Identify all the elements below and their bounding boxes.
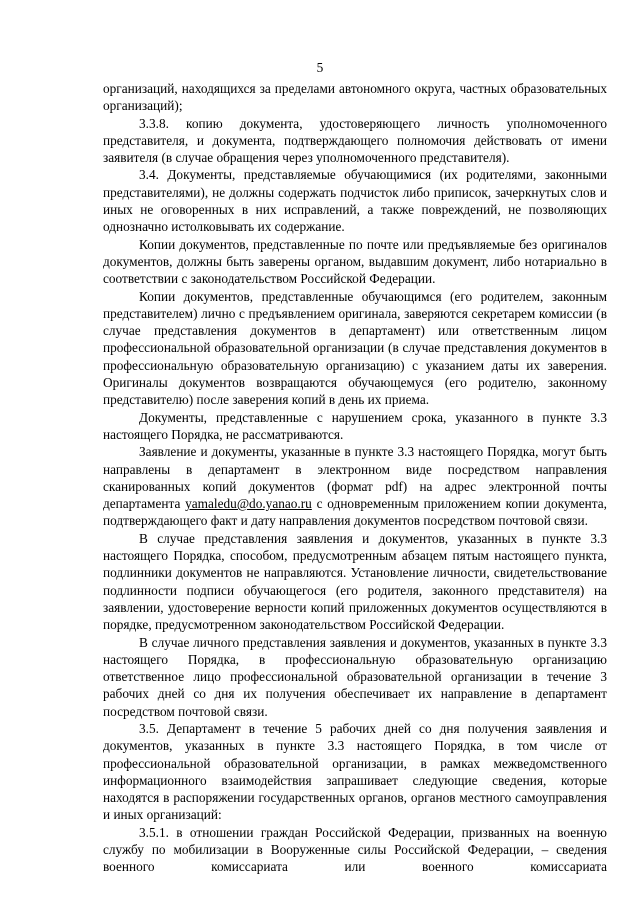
paragraph-copies-in-person: Копии документов, представленные обучающимся (его родителем, законным представителем) лично с предъявлением оригинала, заверяются секретарем комиссии (в случае представления документов в департамент) или ответственным лицом профессиональной образовательной организации (в случае представления документов в профессиональную образовательную организацию) с указанием даты их заверения. Оригиналы документов возвращаются обучающемуся (его родителю, законному представителю) после заверения копий в день их приема.: [103, 288, 607, 408]
document-body: [103, 80, 607, 876]
paragraph-personal-submission: В случае личного представления заявления и документов, указанных в пункте 3.3 настоящего Порядка, в профессиональную образовательную организацию ответственное лицо профессиональной образовательной организации в течение 3 рабочих дней со дня их получения обеспечивает их направление в департамент посредством почтовой связи.: [103, 634, 607, 719]
electronic-submission-text-before: Заявление и документы, указанные в пункте 3.3 настоящего Порядка, могут быть направлены в департамент в электронном виде посредством направления сканированных копий документов (формат pdf) на адрес электронной почты департамента: [103, 444, 607, 512]
paragraph-organizations-continuation: организаций, находящихся за пределами автономного округа, частных образовательных организаций);: [103, 81, 607, 114]
paragraph-originals-not-sent: В случае представления заявления и документов, указанных в пункте 3.3 настоящего Порядка, способом, предусмотренным абзацем пятым настоящего пункта, подлинники документов не направляются. Установление личности, свидетельствование подлинности подписи обучающегося (его родителя, законного представителя) на заявлении, удостоверение верности копий приложенных документов осуществляются в порядке, предусмотренном законодательством Российской Федерации.: [103, 530, 607, 633]
electronic-submission-text-after: с одновременным приложением копии документа, подтверждающего факт и дату направления документов посредством почтовой связи.: [103, 496, 607, 529]
paragraph-copies-by-mail: Копии документов, представленные по почте или предъявляемые без оригиналов документов, должны быть заверены органом, выдавшим документ, либо нотариально в соответствии с законодательством Российской Федерации.: [103, 236, 607, 287]
paragraph-electronic-submission: [103, 443, 607, 529]
page-number: 5: [316, 60, 324, 75]
paragraph-late-documents: Документы, представленные с нарушением срока, указанного в пункте 3.3 настоящего Порядка, не рассматриваются.: [103, 409, 607, 442]
paragraph-3-3-8: 3.3.8. копию документа, удостоверяющего личность уполномоченного представителя, и документа, подтверждающего полномочия действовать от имени заявителя (в случае обращения через уполномоченного представителя).: [103, 115, 607, 166]
paragraph-3-5: 3.5. Департамент в течение 5 рабочих дней со дня получения заявления и документов, указанных в пункте 3.3 настоящего Порядка, в том числе от профессиональной образовательной организации, в рамках межведомственного информационного взаимодействия запрашивает следующие сведения, которые находятся в распоряжении государственных органов, органов местного самоуправления и иных организаций:: [103, 720, 607, 823]
paragraph-3-5-1: 3.5.1. в отношении граждан Российской Федерации, призванных на военную службу по мобилизации в Вооруженные силы Российской Федерации, – сведения военного комиссариата или военного комиссариата: [103, 824, 607, 875]
department-email-link[interactable]: yamaledu@do.yanao.ru: [185, 496, 312, 512]
paragraph-3-4: 3.4. Документы, представляемые обучающимися (их родителями, законными представителями), не должны содержать подчисток либо приписок, зачеркнутых слов и иных не оговоренных в них исправлений, а также повреждений, не позволяющих однозначно истолковывать их содержание.: [103, 167, 607, 235]
